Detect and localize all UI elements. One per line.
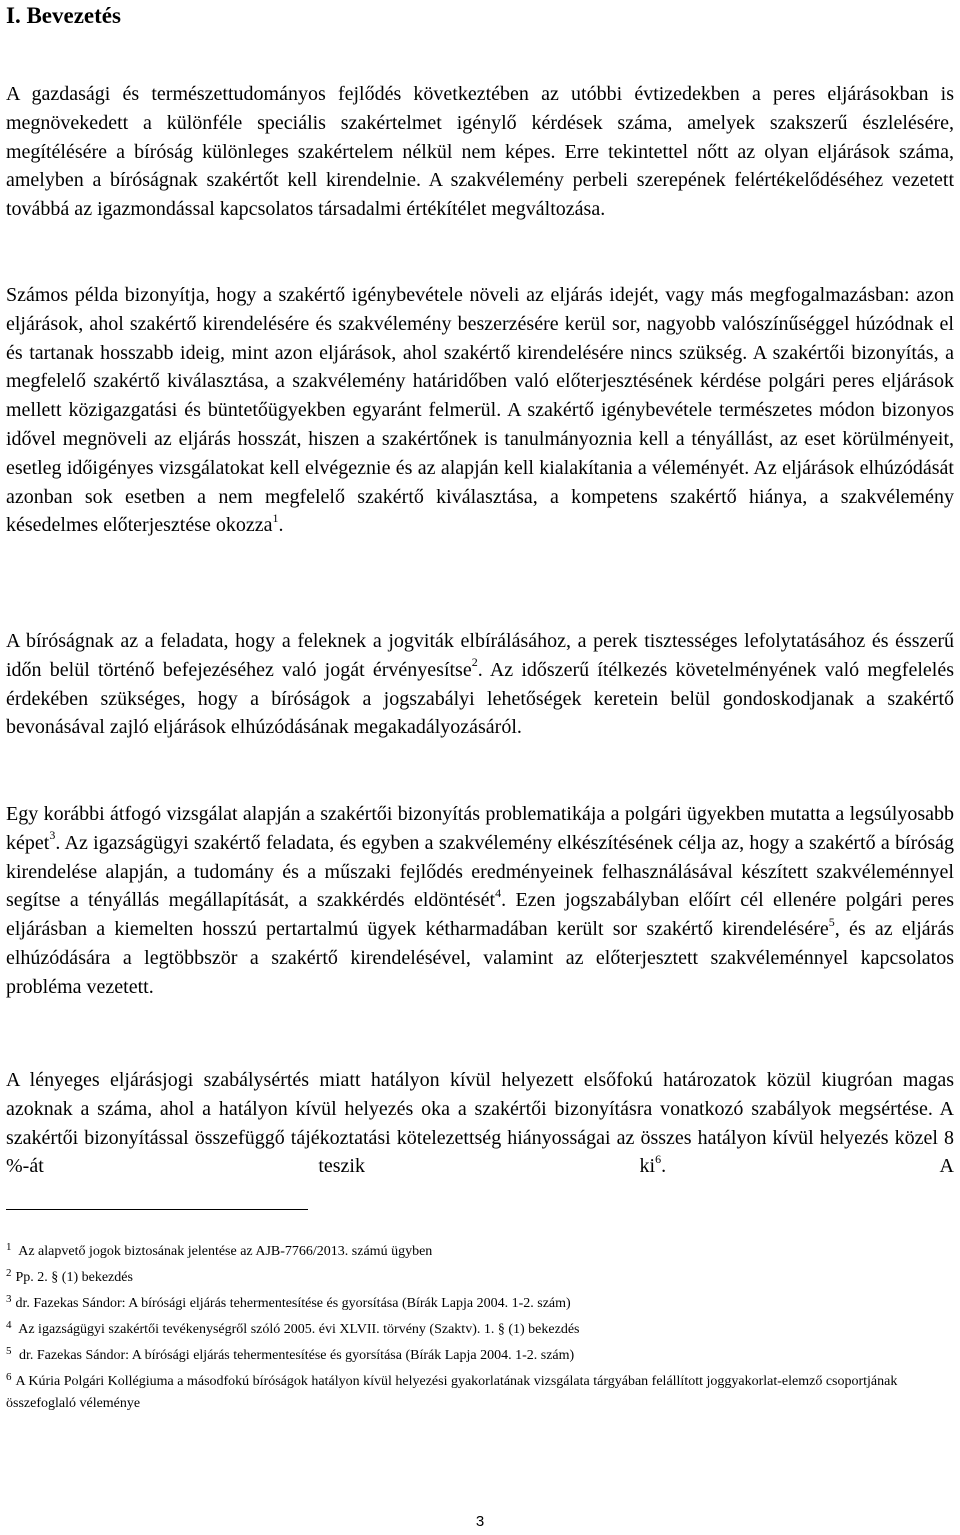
paragraph-5-text: A lényeges eljárásjogi szabálysértés miatt hatályon kívül helyezett elsőfokú határozatok közül kiugróan magas azoknak a száma, ahol a hatályon kívül helyezés oka a szakértői bizonyításra vonatkozó szabályok megsértése. A szakértői bizonyítással összefüggő tájékoztatási kötelezettség hiányosságai az összes hatályon kívül helyezés közel 8 %-át teszik ki bbox=[6, 1069, 954, 1178]
footnote-6 bbox=[6, 1371, 954, 1415]
footnote-ref-2[interactable]: 2 bbox=[471, 655, 478, 670]
footnote-text: A Kúria Polgári Kollégiuma a másodfokú bíróságok hatályon kívül helyezési gyakorlatának vizsgálata tárgyában felállított joggyakorlat-elemző csoportjának összefoglaló véleménye bbox=[6, 1374, 898, 1411]
paragraph-3 bbox=[6, 627, 954, 742]
footnote-number: 3 bbox=[6, 1293, 12, 1305]
page-number: 3 bbox=[475, 1513, 485, 1530]
paragraph-5-text-end: . A bbox=[661, 1155, 954, 1178]
footnote-number: 4 bbox=[6, 1319, 12, 1331]
footnote-ref-1[interactable]: 1 bbox=[272, 510, 279, 525]
paragraph-1 bbox=[6, 80, 954, 224]
paragraph-4-text-3: . Ezen jogszabályban előírt cél ellenére polgári peres eljárásban a kiemelten hosszú pertartalmú ügyek kétharmadában került sor szakértő kirendelésére bbox=[6, 889, 954, 941]
footnote-text: Pp. 2. § (1) bekezdés bbox=[15, 1270, 133, 1285]
footnote-separator bbox=[6, 1209, 308, 1210]
footnote-ref-4[interactable]: 4 bbox=[495, 885, 502, 900]
footnote-number: 6 bbox=[6, 1371, 12, 1383]
footnote-text: dr. Fazekas Sándor: A bírósági eljárás tehermentesítése és gyorsítása (Bírák Lapja 2004. 1-2. szám) bbox=[15, 1296, 571, 1311]
paragraph-4 bbox=[6, 800, 954, 1002]
footnote-ref-3[interactable]: 3 bbox=[49, 828, 56, 843]
footnote-3 bbox=[6, 1291, 954, 1317]
footnote-text: Az alapvető jogok biztosának jelentése az AJB-7766/2013. számú ügyben bbox=[15, 1244, 433, 1259]
paragraph-1-text: A gazdasági és természettudományos fejlődés következtében az utóbbi évtizedekben a peres eljárásokban is megnövekedett a különféle speciális szakértelmet igénylő kérdések száma, amelyek szakszerű észlelésére, megítélésére a bíróság különleges szakértelem nélkül nem képes. Erre tekintettel nőtt az olyan eljárások száma, amelyben a bíróságnak szakértőt kell kirendelnie. A szakvélemény perbeli szerepének felértékelődéséhez vezetett továbbá az igazmondással kapcsolatos társadalmi értékítélet megváltozása. bbox=[6, 83, 954, 221]
paragraph-4-text-4: , és az eljárás elhúzódására a legtöbbször a szakértő kirendelésével, valamint az előterjesztett szakvéleménnyel kapcsolatos probléma vezetett. bbox=[6, 918, 955, 998]
paragraph-2-text-end: . bbox=[278, 514, 284, 537]
paragraph-5 bbox=[6, 1066, 954, 1181]
paragraph-2-text: Számos példa bizonyítja, hogy a szakértő igénybevétele növeli az eljárás idejét, vagy más megfogalmazásban: azon eljárások, ahol szakértő kirendelésére és szakvélemény beszerzésére kerül sor, nagyobb valószínűséggel húzódnak el és tartanak hosszabb ideig, mint azon eljárások, ahol szakértő kirendelésére nincs szükség. A szakértői bizonyítás, a megfelelő szakértő kiválasztása, a szakvélemény határidőben való előterjesztésének kérdése polgári peres eljárások mellett közigazgatási és büntetőügyekben egyaránt felmerül. A szakértő igénybevétele természetes módon bizonyos idővel megnöveli az eljárás hosszát, hiszen a szakértőnek is tanulmányoznia kell a tényállást, az eset körülményeit, esetleg időigényes vizsgálatokat kell elvégeznie és az alapján kell kialakítania a véleményét. Az eljárások elhúzódását azonban sok esetben a nem megfelelő szakértő kiválasztása, a kompetens szakértő hiánya, a szakvélemény késedelmes előterjesztése okozza bbox=[6, 284, 954, 537]
section-heading: I. Bevezetés bbox=[6, 3, 121, 28]
footnote-number: 5 bbox=[6, 1345, 12, 1357]
paragraph-4-text: Egy korábbi átfogó vizsgálat alapján a szakértői bizonyítás problematikája a polgári ügyekben mutatta a legsúlyosabb képet bbox=[6, 803, 954, 854]
paragraph-4-text-2: . Az igazságügyi szakértő feladata, és egyben a szakvélemény elkészítésének célja az, hogy a szakértő a bíróság kirendelése alapján, a tudomány és a műszaki fejlődés eredményeinek felhasználásával készített szakvéleménnyel segítse a tényállás megállapítását, a szakkérdés eldöntését bbox=[6, 831, 954, 912]
paragraph-3-text-end: . Az időszerű ítélkezés követelményének való megfelelés érdekében szükséges, hogy a bíróságok a jogszabályi lehetőségek keretein belül gondoskodjanak a szakértő bevonásával zajló eljárások elhúzódásának megakadályozásáról. bbox=[6, 658, 954, 739]
footnote-list bbox=[6, 1239, 954, 1415]
footnote-5 bbox=[6, 1343, 954, 1369]
footnote-text: dr. Fazekas Sándor: A bírósági eljárás tehermentesítése és gyorsítása (Bírák Lapja 2004. 1-2. szám) bbox=[15, 1348, 575, 1363]
footnote-text: Az igazságügyi szakértői tevékenységről szóló 2005. évi XLVII. törvény (Szaktv). 1. § (1) bekezdés bbox=[15, 1322, 580, 1337]
footnote-number: 2 bbox=[6, 1267, 12, 1279]
paragraph-3-text: A bíróságnak az a feladata, hogy a feleknek a jogviták elbírálásához, a perek tisztességes lefolytatásához és ésszerű időn belül történő befejezéséhez való jogát érvényesítse bbox=[6, 630, 954, 681]
footnote-2 bbox=[6, 1265, 954, 1291]
footnote-1 bbox=[6, 1239, 954, 1265]
footnote-ref-6[interactable]: 6 bbox=[655, 1151, 662, 1166]
footnote-number: 1 bbox=[6, 1241, 12, 1253]
footnote-ref-5[interactable]: 5 bbox=[828, 914, 835, 929]
paragraph-2 bbox=[6, 281, 954, 540]
footnote-4 bbox=[6, 1317, 954, 1343]
